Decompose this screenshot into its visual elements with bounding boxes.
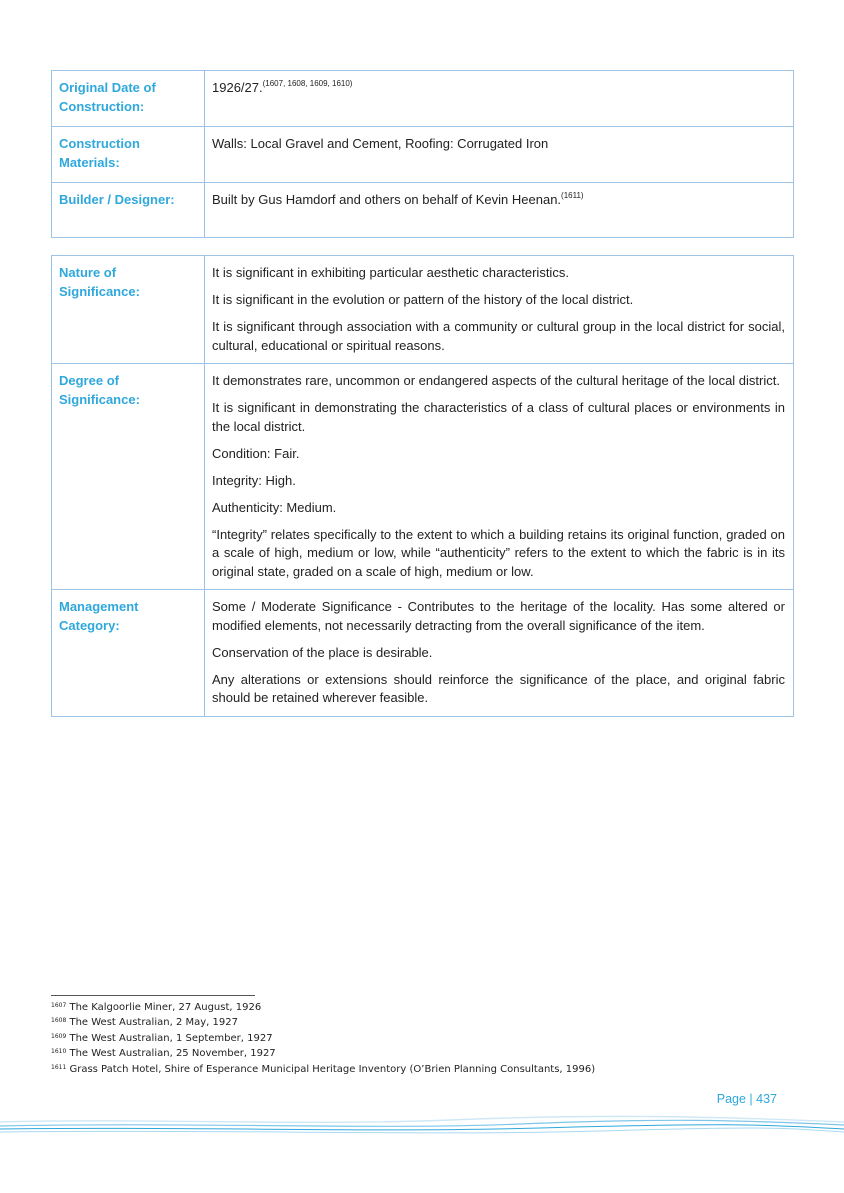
footnote-text: The West Australian, 25 November, 1927	[69, 1048, 276, 1060]
row-value	[205, 590, 794, 717]
footnote-number: 1608	[51, 1017, 67, 1025]
table-row	[52, 183, 794, 238]
row-value	[205, 364, 794, 590]
builder-designer: Built by Gus Hamdorf and others on behalf of Kevin Heenan.	[212, 192, 562, 207]
paragraph: It is significant in demonstrating the characteristics of a class of cultural places or environments in the local district.	[212, 400, 785, 434]
table-row	[52, 256, 794, 364]
table-row	[52, 590, 794, 717]
footnote-ref: (1607, 1608, 1609, 1610)	[262, 79, 353, 88]
row-label: Management Category:	[52, 590, 205, 717]
table-row	[52, 127, 794, 183]
footnote-separator	[51, 995, 255, 996]
footnote	[51, 1031, 791, 1046]
table-row	[52, 71, 794, 127]
paragraph: It demonstrates rare, uncommon or endangered aspects of the cultural heritage of the local district.	[212, 373, 780, 388]
paragraph: Integrity: High.	[212, 472, 296, 488]
footnote-ref: (1611)	[561, 191, 584, 200]
paragraph: Some / Moderate Significance - Contributes to the heritage of the locality. Has some altered or modified elements, not necessarily detracting from the overall significance of the item.	[212, 599, 785, 633]
paragraph: Condition: Fair.	[212, 445, 300, 461]
footnote-text: The West Australian, 2 May, 1927	[69, 1017, 238, 1029]
paragraph: Authenticity: Medium.	[212, 499, 337, 515]
row-label: Degree of Significance:	[52, 364, 205, 590]
footnote-number: 1609	[51, 1032, 67, 1040]
paragraph: Any alterations or extensions should reinforce the significance of the place, and original fabric should be retained wherever feasible.	[212, 671, 785, 705]
footnote	[51, 1015, 791, 1030]
construction-materials: Walls: Local Gravel and Cement, Roofing: Corrugated Iron	[212, 136, 549, 151]
row-label: Nature of Significance:	[52, 256, 205, 364]
footnotes	[51, 1000, 791, 1077]
page-number: Page | 437	[716, 1092, 777, 1106]
paragraph: It is significant in the evolution or pattern of the history of the local district.	[212, 292, 634, 307]
significance-table	[51, 255, 794, 717]
row-value	[205, 256, 794, 364]
paragraph: “Integrity” relates specifically to the extent to which a building retains its original function, graded on a scale of high, medium or low, while “authenticity” refers to the extent to which the fabric is in its original state, graded on a scale of high, medium or low.	[212, 526, 785, 579]
row-value	[205, 71, 794, 127]
paragraph: It is significant in exhibiting particular aesthetic characteristics.	[212, 265, 569, 280]
footnote-text: Grass Patch Hotel, Shire of Esperance Municipal Heritage Inventory (O’Brien Planning Consultants, 1996)	[69, 1063, 596, 1075]
row-label: Builder / Designer:	[52, 183, 205, 238]
paragraph: Conservation of the place is desirable.	[212, 644, 433, 660]
decorative-wave-lines	[0, 1110, 844, 1140]
footnote	[51, 1062, 791, 1077]
row-label: Construction Materials:	[52, 127, 205, 183]
footnote-number: 1610	[51, 1048, 67, 1056]
row-value	[205, 183, 794, 238]
construction-details-table	[51, 70, 794, 238]
footnote	[51, 1000, 791, 1015]
construction-date: 1926/27.	[212, 80, 263, 95]
row-value	[205, 127, 794, 183]
paragraph: It is significant through association with a community or cultural group in the local district for social, cultural, educational or spiritual reasons.	[212, 319, 785, 353]
table-row	[52, 364, 794, 590]
footnote-text: The Kalgoorlie Miner, 27 August, 1926	[69, 1002, 262, 1013]
row-label: Original Date of Construction:	[52, 71, 205, 127]
footnote-text: The West Australian, 1 September, 1927	[69, 1032, 273, 1044]
footnote	[51, 1046, 791, 1061]
footnote-number: 1611	[51, 1063, 67, 1071]
footnote-number: 1607	[51, 1002, 67, 1009]
